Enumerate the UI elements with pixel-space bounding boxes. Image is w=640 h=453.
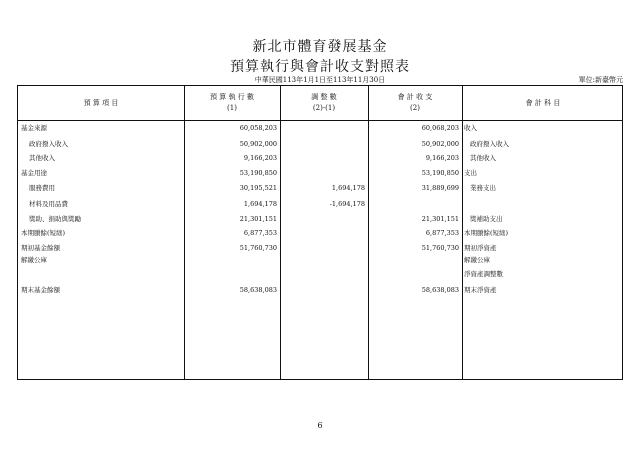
cell-budget-item: 服務費用 [29, 184, 55, 192]
cell-budget-amount: 50,902,000 [239, 140, 277, 148]
cell-budget-item: 其他收入 [29, 154, 55, 162]
reconciliation-table [17, 85, 623, 380]
header-budget [184, 92, 280, 114]
table-row [18, 198, 622, 210]
cell-budget-amount: 6,877,353 [243, 229, 277, 237]
cell-budget-amount: 9,166,203 [243, 154, 277, 162]
cell-budget-item: 基金來源 [21, 124, 47, 132]
cell-account-subject: 其他收入 [470, 154, 496, 162]
cell-budget-amount: 30,195,521 [239, 184, 277, 192]
cell-accounting-amount: 58,638,083 [421, 286, 459, 294]
table-row [18, 122, 622, 134]
currency-unit: 單位:新臺幣元 [578, 76, 623, 84]
cell-budget-amount: 60,058,203 [239, 124, 277, 132]
document-subtitle: 預算執行與會計收支對照表 [230, 59, 410, 75]
header-adjust [280, 92, 368, 114]
table-row [18, 167, 622, 179]
cell-accounting-amount: 51,760,730 [421, 244, 459, 252]
cell-accounting-amount: 60,068,203 [421, 124, 459, 132]
table-row [18, 242, 622, 254]
table-row [18, 182, 622, 194]
header-budget-label: 預 算 執 行 數 [210, 93, 254, 101]
cell-budget-item: 解繳公庫 [21, 256, 47, 264]
cell-budget-amount: 53,190,850 [239, 169, 277, 177]
table-row [18, 213, 622, 225]
cell-account-subject: 獎補助支出 [470, 215, 503, 223]
header-adjust-label: 調 整 數 [311, 93, 337, 101]
table-row [18, 284, 622, 296]
cell-budget-item: 期末基金餘額 [21, 286, 60, 294]
cell-budget-item: 期初基金餘額 [21, 244, 60, 252]
cell-accounting-amount: 53,190,850 [421, 169, 459, 177]
cell-budget-item: 基金用途 [21, 169, 47, 177]
cell-budget-amount: 51,760,730 [239, 244, 277, 252]
table-row [18, 138, 622, 150]
cell-account-subject: 收入 [464, 124, 477, 132]
cell-adjustment: 1,694,178 [331, 184, 365, 192]
cell-accounting-amount: 21,301,151 [421, 215, 459, 223]
header-accounting [368, 92, 462, 114]
header-accounting-sub: (2) [410, 104, 420, 112]
cell-account-subject: 期末淨資產 [464, 286, 497, 294]
cell-budget-item: 政府撥入收入 [29, 140, 68, 148]
cell-adjustment: -1,694,178 [329, 200, 365, 208]
cell-account-subject: 支出 [464, 169, 477, 177]
cell-budget-item: 本期賸餘(短絀) [21, 229, 66, 237]
cell-accounting-amount: 31,889,699 [421, 184, 459, 192]
table-row [18, 268, 622, 280]
cell-accounting-amount: 6,877,353 [425, 229, 459, 237]
table-row [18, 227, 622, 239]
cell-account-subject: 淨資產調整數 [464, 270, 503, 278]
cell-budget-item: 獎助、捐助與獎勵 [29, 215, 81, 223]
page-number: 6 [317, 421, 323, 430]
cell-account-subject: 本期賸餘(短絀) [464, 229, 509, 237]
cell-accounting-amount: 9,166,203 [425, 154, 459, 162]
cell-account-subject: 政府撥入收入 [470, 140, 509, 148]
cell-account-subject: 解繳公庫 [464, 256, 490, 264]
document-title: 新北市體育發展基金 [252, 39, 388, 55]
cell-budget-item: 材料及用品費 [29, 200, 68, 208]
header-accounting-label: 會 計 收 支 [397, 93, 433, 101]
cell-account-subject: 期初淨資產 [464, 244, 497, 252]
header-item: 預 算 項 目 [83, 99, 119, 107]
cell-budget-amount: 1,694,178 [243, 200, 277, 208]
report-period: 中華民國113年1月1日至113年11月30日 [254, 76, 386, 84]
cell-budget-amount: 58,638,083 [239, 286, 277, 294]
header-divider [18, 120, 622, 121]
cell-account-subject: 業務支出 [470, 184, 496, 192]
table-row [18, 152, 622, 164]
header-account-subject: 會 計 科 目 [525, 99, 561, 107]
header-adjust-sub: (2)-(1) [312, 104, 336, 112]
table-row [18, 254, 622, 266]
cell-accounting-amount: 50,902,000 [421, 140, 459, 148]
header-budget-sub: (1) [227, 104, 237, 112]
cell-budget-amount: 21,301,151 [239, 215, 277, 223]
